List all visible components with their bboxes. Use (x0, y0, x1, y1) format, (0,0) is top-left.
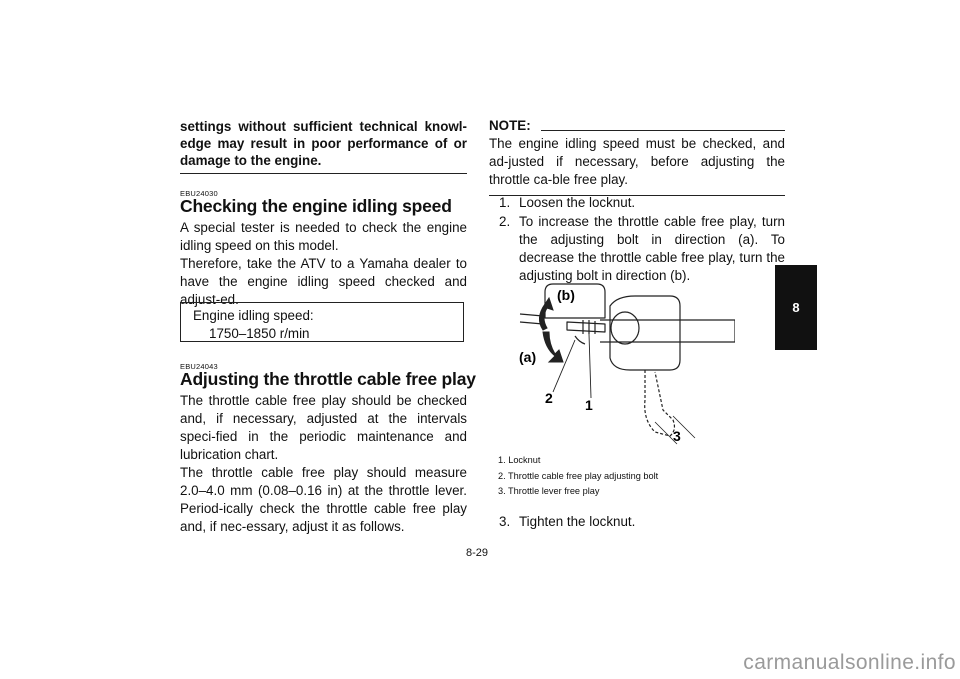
spec-label: Engine idling speed: (193, 308, 314, 323)
step-number: 2. (499, 214, 511, 229)
page-number: 8-29 (466, 547, 489, 559)
note-text: The engine idling speed must be checked, and ad-justed if necessary, before adjusting the throttle ca-ble free play. (489, 135, 785, 196)
callout-1: 1 (585, 397, 593, 413)
idle-speed-body (180, 219, 467, 309)
section-code-throttle: EBU24043 (180, 362, 218, 371)
callout-a: (a) (519, 349, 537, 365)
heading-idle-speed: Checking the engine idling speed (180, 196, 452, 216)
throttle-paragraph-2: The throttle cable free play should measure 2.0–4.0 mm (0.08–0.16 in) at the throttle lever. Period-ically check the throttle cable free play and, if nec-essary, adjust it as follows. (180, 465, 467, 534)
direction-a-arrow-icon (543, 332, 563, 362)
spec-value: 1750–1850 r/min (209, 326, 310, 341)
direction-b-arrow-icon (539, 298, 553, 330)
callout-3: 3 (673, 428, 681, 444)
note-rule (541, 130, 785, 131)
callout-leader-1 (589, 334, 591, 398)
callout-b: (b) (557, 287, 575, 303)
throttle-paragraph-1: The throttle cable free play should be checked and, if necessary, adjusted at the intervals speci-fied in the periodic maintenance and lubrication chart. (180, 393, 467, 462)
throttle-body (180, 392, 467, 536)
callout-2: 2 (545, 390, 553, 406)
step-text: Tighten the locknut. (519, 514, 636, 529)
note-header (489, 118, 785, 136)
callout-leader-2 (553, 340, 575, 392)
throttle-illustration (505, 270, 735, 450)
step-text: Loosen the locknut. (519, 195, 636, 210)
watermark-logo: carmanualsonline.info (743, 651, 956, 674)
steps-list-continued (489, 513, 785, 532)
step-text: To increase the throttle cable free play, turn the adjusting bolt in direction (a). To decrease the throttle cable free play, turn the adjusting bolt in direction (b). (519, 214, 785, 283)
legend-item: 3. Throttle lever free play (498, 486, 600, 496)
idle-paragraph-1: A special tester is needed to check the engine idling speed on this model. (180, 220, 467, 253)
legend-item: 2. Throttle cable free play adjusting bolt (498, 470, 659, 481)
idle-paragraph-2: Therefore, take the ATV to a Yamaha dealer to have the engine idling speed checked and adjust-ed. (180, 256, 467, 307)
step-number: 3. (499, 514, 511, 529)
housing-boss-shape (611, 312, 639, 344)
throttle-housing-shape (610, 296, 680, 370)
heading-throttle-free-play: Adjusting the throttle cable free play (180, 369, 476, 389)
chapter-tab: 8 (775, 265, 817, 350)
step-3 (489, 513, 785, 531)
reservoir-shape (545, 284, 605, 318)
adjusting-bolt-shape (567, 322, 605, 332)
handlebar-shape (600, 320, 735, 342)
note-label: NOTE: (489, 118, 531, 133)
idle-speed-spec-box (180, 302, 464, 342)
screw-shape (575, 336, 585, 344)
figure-legend (498, 453, 658, 500)
warning-continuation: settings without sufficient technical knowl-edge may result in poor performance of or damage to the engine. (180, 118, 467, 174)
section-code-idle: EBU24030 (180, 189, 218, 198)
step-1 (489, 194, 785, 212)
legend-item: 1. Locknut (498, 455, 541, 465)
step-number: 1. (499, 195, 511, 210)
